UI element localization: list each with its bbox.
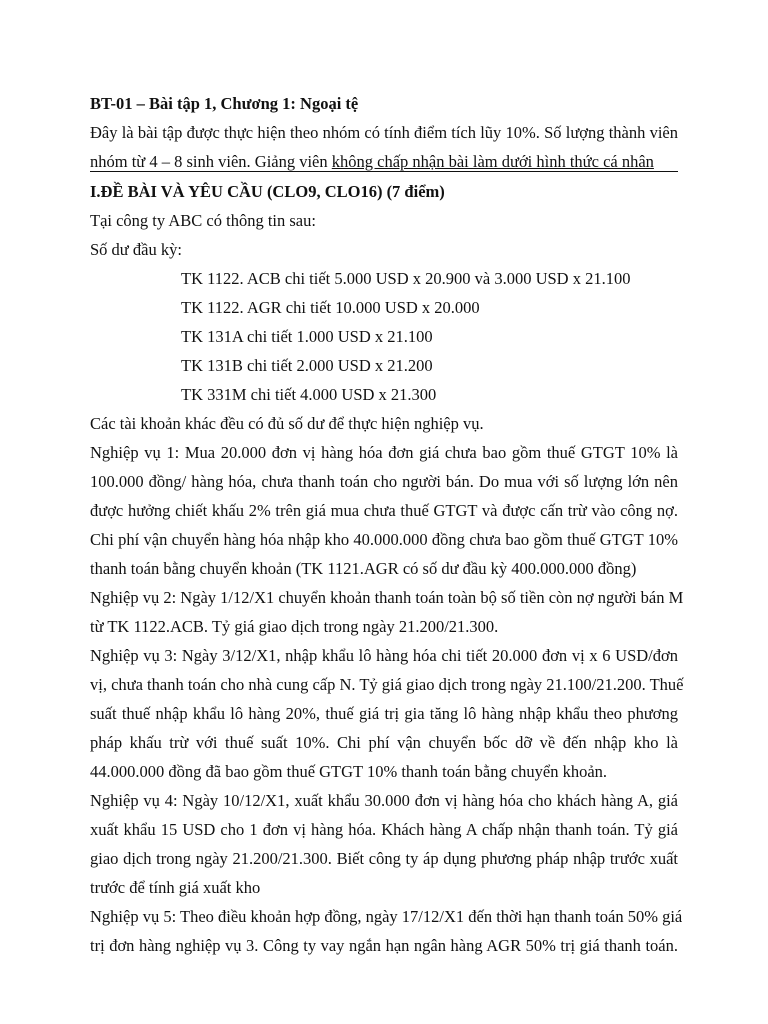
other-accounts-note: Các tài khoản khác đều có đủ số dư để thực hiện nghiệp vụ. (90, 414, 484, 433)
opening-balance-label: Số dư đầu kỳ: (90, 240, 182, 259)
balance-item: TK 1122. AGR chi tiết 10.000 USD x 20.000 (181, 298, 480, 317)
transaction-2-line: từ TK 1122.ACB. Tỷ giá giao dịch trong ngày 21.200/21.300. (90, 617, 499, 636)
transaction-4-line: trước để tính giá xuất kho (90, 878, 261, 897)
balance-item: TK 1122. ACB chi tiết 5.000 USD x 20.900 và 3.000 USD x 21.100 (181, 269, 631, 288)
intro-line-1: Đây là bài tập được thực hiện theo nhóm có tính điểm tích lũy 10%. Số lượng thành viên (90, 123, 678, 142)
intro-line-2-text: nhóm từ 4 – 8 sinh viên. Giảng viên (90, 152, 332, 171)
horizontal-rule (90, 171, 678, 172)
transaction-1-line: 100.000 đồng/ hàng hóa, chưa thanh toán cho người bán. Do mua với số lượng lớn nên (90, 472, 678, 491)
transaction-5-line: trị đơn hàng nghiệp vụ 3. Công ty vay ngắn hạn ngân hàng AGR 50% trị giá thanh toán. (90, 936, 678, 955)
document-title: BT-01 – Bài tập 1, Chương 1: Ngoại tệ (90, 94, 359, 113)
transaction-1-line: Nghiệp vụ 1: Mua 20.000 đơn vị hàng hóa đơn giá chưa bao gồm thuế GTGT 10% là (90, 443, 678, 462)
intro-underlined-notice: không chấp nhận bài làm dưới hình thức cá nhân (331, 152, 654, 171)
transaction-2-line: Nghiệp vụ 2: Ngày 1/12/X1 chuyển khoản thanh toán toàn bộ số tiền còn nợ người bán M (90, 588, 684, 607)
transaction-5-line: Nghiệp vụ 5: Theo điều khoản hợp đồng, ngày 17/12/X1 đến thời hạn thanh toán 50% giá (90, 907, 683, 926)
transaction-1-line: Chi phí vận chuyển hàng hóa nhập kho 40.000.000 đồng chưa bao gồm thuế GTGT 10% (90, 530, 678, 549)
transaction-1-line: thanh toán bằng chuyển khoản (TK 1121.AGR có số dư đầu kỳ 400.000.000 đồng) (90, 559, 637, 578)
transaction-4-line: giao dịch trong ngày 21.200/21.300. Biết công ty áp dụng phương pháp nhập trước xuất (90, 849, 678, 868)
balance-item: TK 131A chi tiết 1.000 USD x 21.100 (181, 327, 433, 346)
transaction-3-line: 44.000.000 đồng đã bao gồm thuế GTGT 10% thanh toán bằng chuyển khoản. (90, 762, 608, 781)
balance-item: TK 331M chi tiết 4.000 USD x 21.300 (181, 385, 437, 404)
intro-line-2 (90, 152, 678, 172)
transaction-3-line: vị, chưa thanh toán cho nhà cung cấp N. Tỷ giá giao dịch trong ngày 21.100/21.200. Thuế (90, 675, 684, 694)
transaction-1-line: được hưởng chiết khấu 2% trên giá mua chưa thuế GTGT và được cấn trừ vào công nợ. (90, 501, 678, 520)
transaction-3-line: Nghiệp vụ 3: Ngày 3/12/X1, nhập khẩu lô hàng hóa chi tiết 20.000 đơn vị x 6 USD/đơn (90, 646, 678, 665)
company-line: Tại công ty ABC có thông tin sau: (90, 211, 316, 230)
transaction-4-line: Nghiệp vụ 4: Ngày 10/12/X1, xuất khẩu 30.000 đơn vị hàng hóa cho khách hàng A, giá (90, 791, 678, 810)
section-heading: I.ĐỀ BÀI VÀ YÊU CẦU (CLO9, CLO16) (7 điểm) (90, 182, 445, 201)
balance-item: TK 131B chi tiết 2.000 USD x 21.200 (181, 356, 433, 375)
transaction-4-line: xuất khẩu 15 USD cho 1 đơn vị hàng hóa. Khách hàng A chấp nhận thanh toán. Tỷ giá (90, 820, 678, 839)
transaction-3-line: pháp khấu trừ với thuế suất 10%. Chi phí vận chuyển bốc dỡ về đến nhập kho là (90, 733, 678, 752)
transaction-3-line: suất thuế nhập khẩu lô hàng 20%, thuế giá trị gia tăng lô hàng nhập khẩu theo phương (90, 704, 678, 723)
